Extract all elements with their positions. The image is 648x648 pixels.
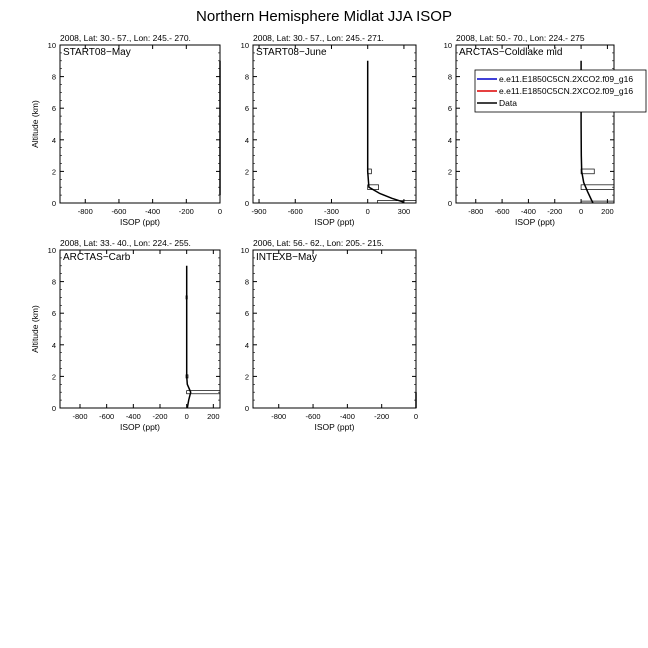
- x-tick-label: 0: [184, 412, 189, 421]
- panel-header: 2008, Lat: 30.- 57., Lon: 245.- 271.: [253, 33, 384, 43]
- x-axis-label: ISOP (ppt): [120, 422, 160, 432]
- x-tick-label: -800: [271, 412, 287, 421]
- plot-frame: [60, 45, 220, 203]
- y-tick-label: 2: [244, 372, 249, 382]
- series-line: [368, 61, 404, 202]
- y-tick-label: 10: [240, 246, 249, 255]
- chart-panel-4: [30, 238, 220, 432]
- chart-panel-5: [241, 238, 418, 432]
- y-tick-label: 0: [447, 199, 452, 208]
- x-tick-label: -400: [125, 412, 141, 421]
- series-line: [187, 266, 191, 408]
- panel-header: 2008, Lat: 50.- 70., Lon: 224.- 275: [456, 33, 585, 43]
- y-tick-label: 6: [244, 104, 249, 114]
- data-range-box: [187, 391, 220, 394]
- x-tick-label: 0: [413, 412, 419, 421]
- x-tick-label: -200: [178, 207, 194, 216]
- legend: [475, 70, 646, 112]
- y-tick-label: 8: [447, 72, 452, 82]
- x-tick-label: -600: [287, 207, 303, 216]
- x-axis-label: ISOP (ppt): [314, 422, 355, 432]
- x-tick-label: -600: [305, 412, 321, 421]
- y-tick-label: 10: [443, 41, 452, 50]
- x-tick-label: -200: [374, 412, 390, 421]
- x-axis-label: ISOP (ppt): [314, 217, 355, 227]
- x-tick-label: -800: [72, 412, 88, 421]
- y-tick-label: 10: [240, 41, 249, 50]
- y-tick-label: 2: [51, 167, 56, 177]
- y-tick-label: 2: [51, 372, 56, 382]
- panel-header: 2008, Lat: 30.- 57., Lon: 245.- 270.: [60, 33, 191, 43]
- x-tick-label: -600: [99, 412, 115, 421]
- y-tick-label: 4: [244, 135, 249, 145]
- y-tick-label: 4: [244, 340, 249, 350]
- y-tick-label: 0: [51, 404, 56, 413]
- x-tick-label: -800: [468, 207, 484, 216]
- chart-panel-3: [444, 33, 614, 227]
- y-tick-label: 4: [51, 340, 56, 350]
- panel-header: 2008, Lat: 33.- 40., Lon: 224.- 255.: [60, 238, 191, 248]
- y-axis-label: Altitude (km): [30, 100, 40, 148]
- plot-frame: [253, 250, 416, 408]
- chart-panel-1: [30, 33, 222, 227]
- x-tick-label: -200: [152, 412, 168, 421]
- y-tick-label: 0: [51, 199, 56, 208]
- x-tick-label: -400: [520, 207, 536, 216]
- y-tick-label: 6: [51, 104, 56, 114]
- x-axis-label: ISOP (ppt): [120, 217, 160, 227]
- legend-label: Data: [499, 98, 517, 108]
- legend-label: e.e11.E1850C5CN.2XCO2.f09_g16: [499, 86, 634, 96]
- x-tick-label: 0: [365, 207, 370, 216]
- legend-label: e.e11.E1850C5CN.2XCO2.f09_g16: [499, 74, 634, 84]
- y-tick-label: 4: [51, 135, 56, 145]
- y-tick-label: 6: [51, 309, 56, 319]
- x-tick-label: 200: [601, 207, 614, 216]
- data-range-box: [581, 201, 614, 203]
- x-tick-label: -400: [339, 412, 355, 421]
- plot-frame: [253, 45, 416, 203]
- campaign-label: ARCTAS−Carb: [63, 252, 131, 263]
- y-tick-label: 8: [51, 277, 56, 287]
- plot-frame: [456, 45, 614, 203]
- x-tick-label: -800: [77, 207, 93, 216]
- y-tick-label: 6: [447, 104, 452, 114]
- x-tick-label: -200: [547, 207, 563, 216]
- y-tick-label: 0: [244, 404, 249, 413]
- y-tick-label: 8: [244, 72, 249, 82]
- x-tick-label: -400: [145, 207, 161, 216]
- plot-frame: [60, 250, 220, 408]
- panel-header: 2006, Lat: 56.- 62., Lon: 205.- 215.: [253, 238, 384, 248]
- y-tick-label: 4: [447, 135, 452, 145]
- x-tick-label: 0: [217, 207, 223, 216]
- x-tick-label: -600: [494, 207, 510, 216]
- x-tick-label: -900: [251, 207, 267, 216]
- x-axis-label: ISOP (ppt): [515, 217, 555, 227]
- chart-panel-2: [241, 33, 416, 227]
- x-tick-label: -600: [111, 207, 127, 216]
- campaign-label: START08−May: [63, 47, 131, 58]
- x-tick-label: 200: [207, 412, 220, 421]
- y-tick-label: 0: [244, 199, 249, 208]
- data-range-box: [581, 169, 594, 174]
- campaign-label: START08−June: [256, 47, 327, 58]
- figure-title: Northern Hemisphere Midlat JJA ISOP: [196, 8, 452, 25]
- y-axis-label: Altitude (km): [30, 305, 40, 353]
- y-tick-label: 6: [244, 309, 249, 319]
- y-tick-label: 2: [244, 167, 249, 177]
- x-tick-label: 0: [578, 207, 584, 216]
- y-tick-label: 2: [447, 167, 452, 177]
- x-tick-label: -300: [323, 207, 339, 216]
- y-tick-label: 8: [244, 277, 249, 287]
- y-tick-label: 10: [47, 246, 56, 255]
- campaign-label: ARCTAS−Coldlake mid: [459, 47, 563, 58]
- y-tick-label: 10: [47, 41, 56, 50]
- x-tick-label: 300: [397, 207, 411, 216]
- campaign-label: INTEXB−May: [256, 252, 317, 263]
- y-tick-label: 8: [51, 72, 56, 82]
